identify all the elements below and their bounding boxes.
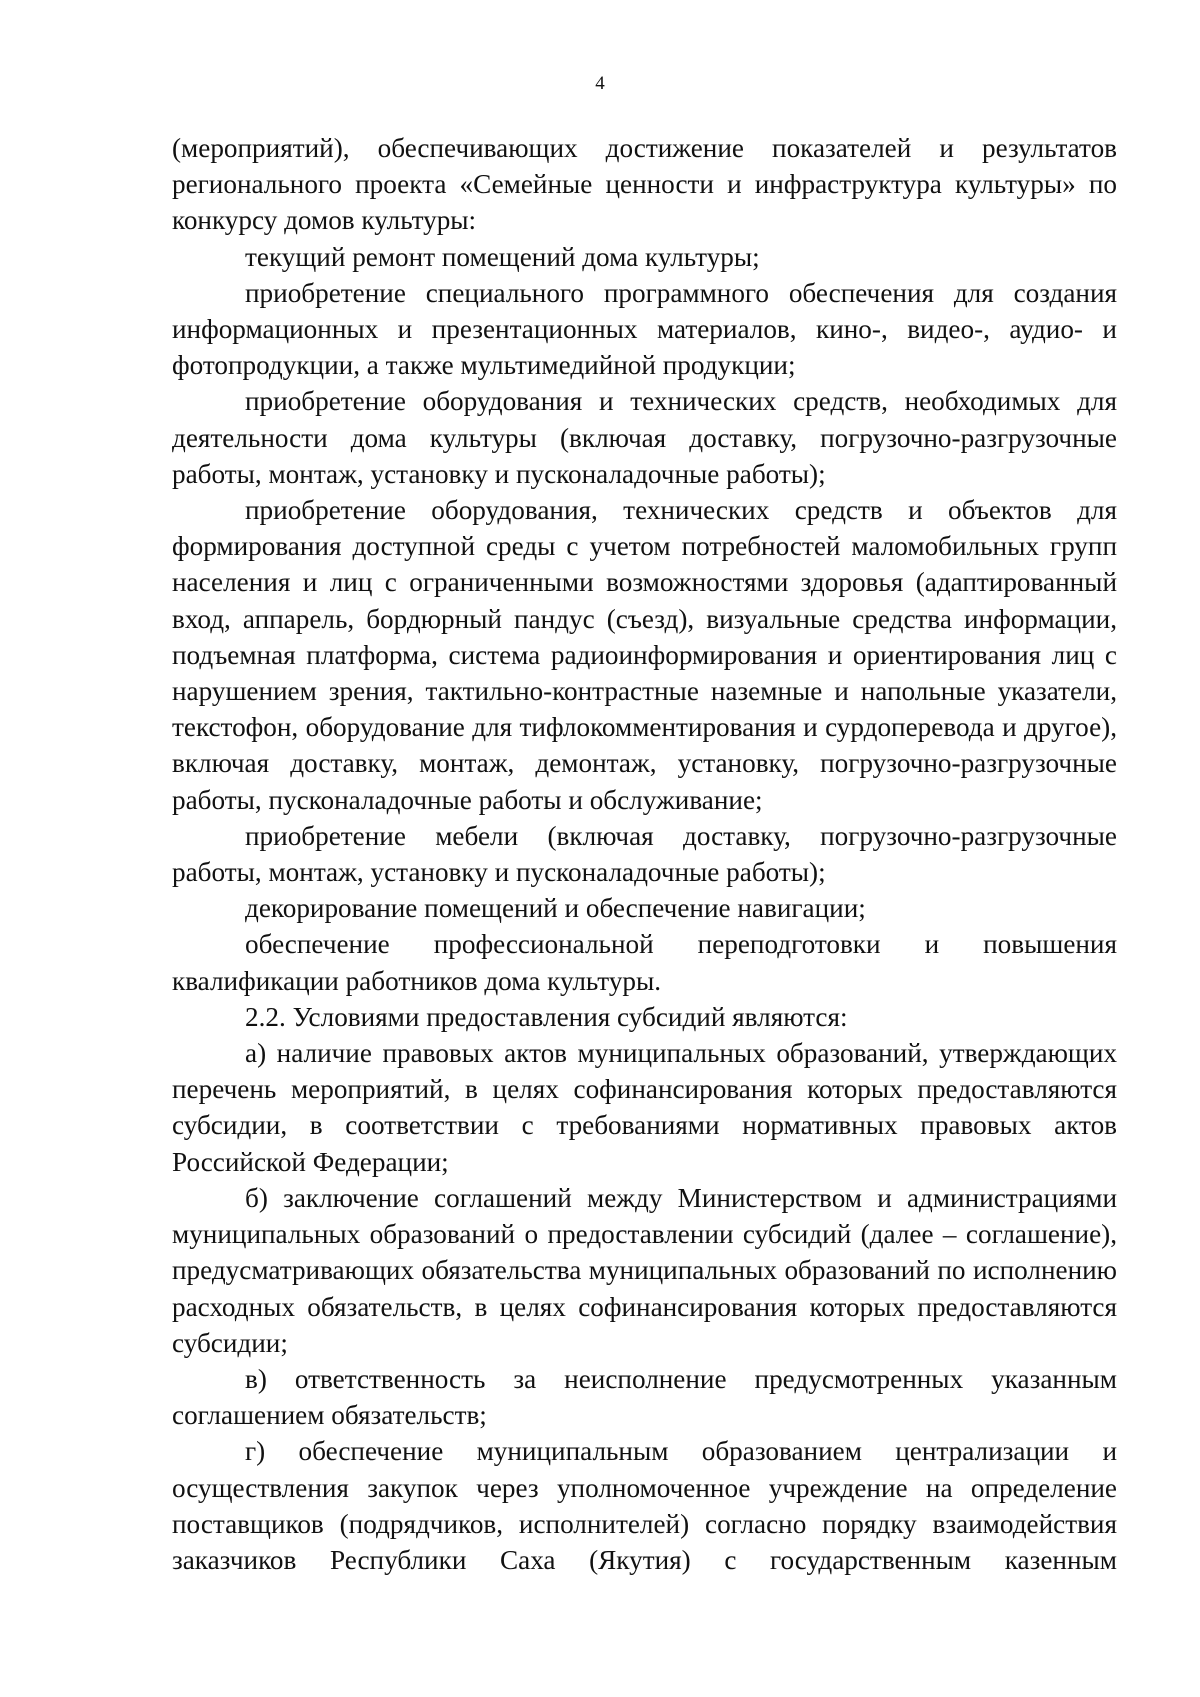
paragraph-condition-d: г) обеспечение муниципальным образованием централизации и осуществления закупок через уполномоченное учреждение на определение поставщиков (подрядчиков, исполнителей) согласно порядку взаимодействия заказчиков Республики Саха (Якутия) с государственным казенным xyxy=(172,1436,1117,1575)
document-body xyxy=(172,130,1117,1578)
paragraph-condition-a: а) наличие правовых актов муниципальных образований, утверждающих перечень мероприятий, в целях софинансирования которых предоставляются субсидии, в соответствии с требованиями нормативных правовых актов Российской Федерации; xyxy=(172,1038,1117,1177)
paragraph-furniture-purchase: приобретение мебели (включая доставку, погрузочно-разгрузочные работы, монтаж, установку и пусконаладочные работы); xyxy=(172,820,1117,888)
paragraph-accessible-environment: приобретение оборудования, технических средств и объектов для формирования доступной среды с учетом потребностей маломобильных групп населения и лиц с ограниченными возможностями здоровья (адаптированный вход, аппарель, бордюрный пандус (съезд), визуальные средства информации, подъемная платформа, система радиоинформирования и ориентирования лиц с нарушением зрения, тактильно-контрастные наземные и напольные указатели, текстофон, оборудование для тифлокомментирования и сурдоперевода и другое), включая доставку, монтаж, демонтаж, установку, погрузочно-разгрузочные работы, пусконаладочные работы и обслуживание; xyxy=(172,495,1117,815)
paragraph-software-purchase: приобретение специального программного обеспечения для создания информационных и презентационных материалов, кино-, видео-, аудио- и фотопродукции, а также мультимедийной продукции; xyxy=(172,277,1117,381)
paragraph-current-repair: текущий ремонт помещений дома культуры; xyxy=(245,241,760,272)
paragraph-continuation: (мероприятий), обеспечивающих достижение показателей и результатов регионального проекта «Семейные ценности и инфраструктура культуры» по конкурсу домов культуры: xyxy=(172,133,1117,236)
page-number: 4 xyxy=(595,73,605,94)
paragraph-condition-b: б) заключение соглашений между Министерством и администрациями муниципальных образований о предоставлении субсидий (далее – соглашение), предусматривающих обязательства муниципальных образований по исполнению расходных обязательств, в целях софинансирования которых предоставляются субсидии; xyxy=(172,1182,1117,1358)
paragraph-decoration-navigation: декорирование помещений и обеспечение навигации; xyxy=(245,893,866,924)
paragraph-section-2-2: 2.2. Условиями предоставления субсидий являются: xyxy=(245,1001,848,1032)
paragraph-staff-training: обеспечение профессиональной переподготовки и повышения квалификации работников дома культуры. xyxy=(172,929,1117,996)
paragraph-equipment-purchase: приобретение оборудования и технических средств, необходимых для деятельности дома культуры (включая доставку, погрузочно-разгрузочные работы, монтаж, установку и пусконаладочные работы); xyxy=(172,386,1117,489)
paragraph-condition-c: в) ответственность за неисполнение предусмотренных указанным соглашением обязательств; xyxy=(172,1363,1117,1431)
